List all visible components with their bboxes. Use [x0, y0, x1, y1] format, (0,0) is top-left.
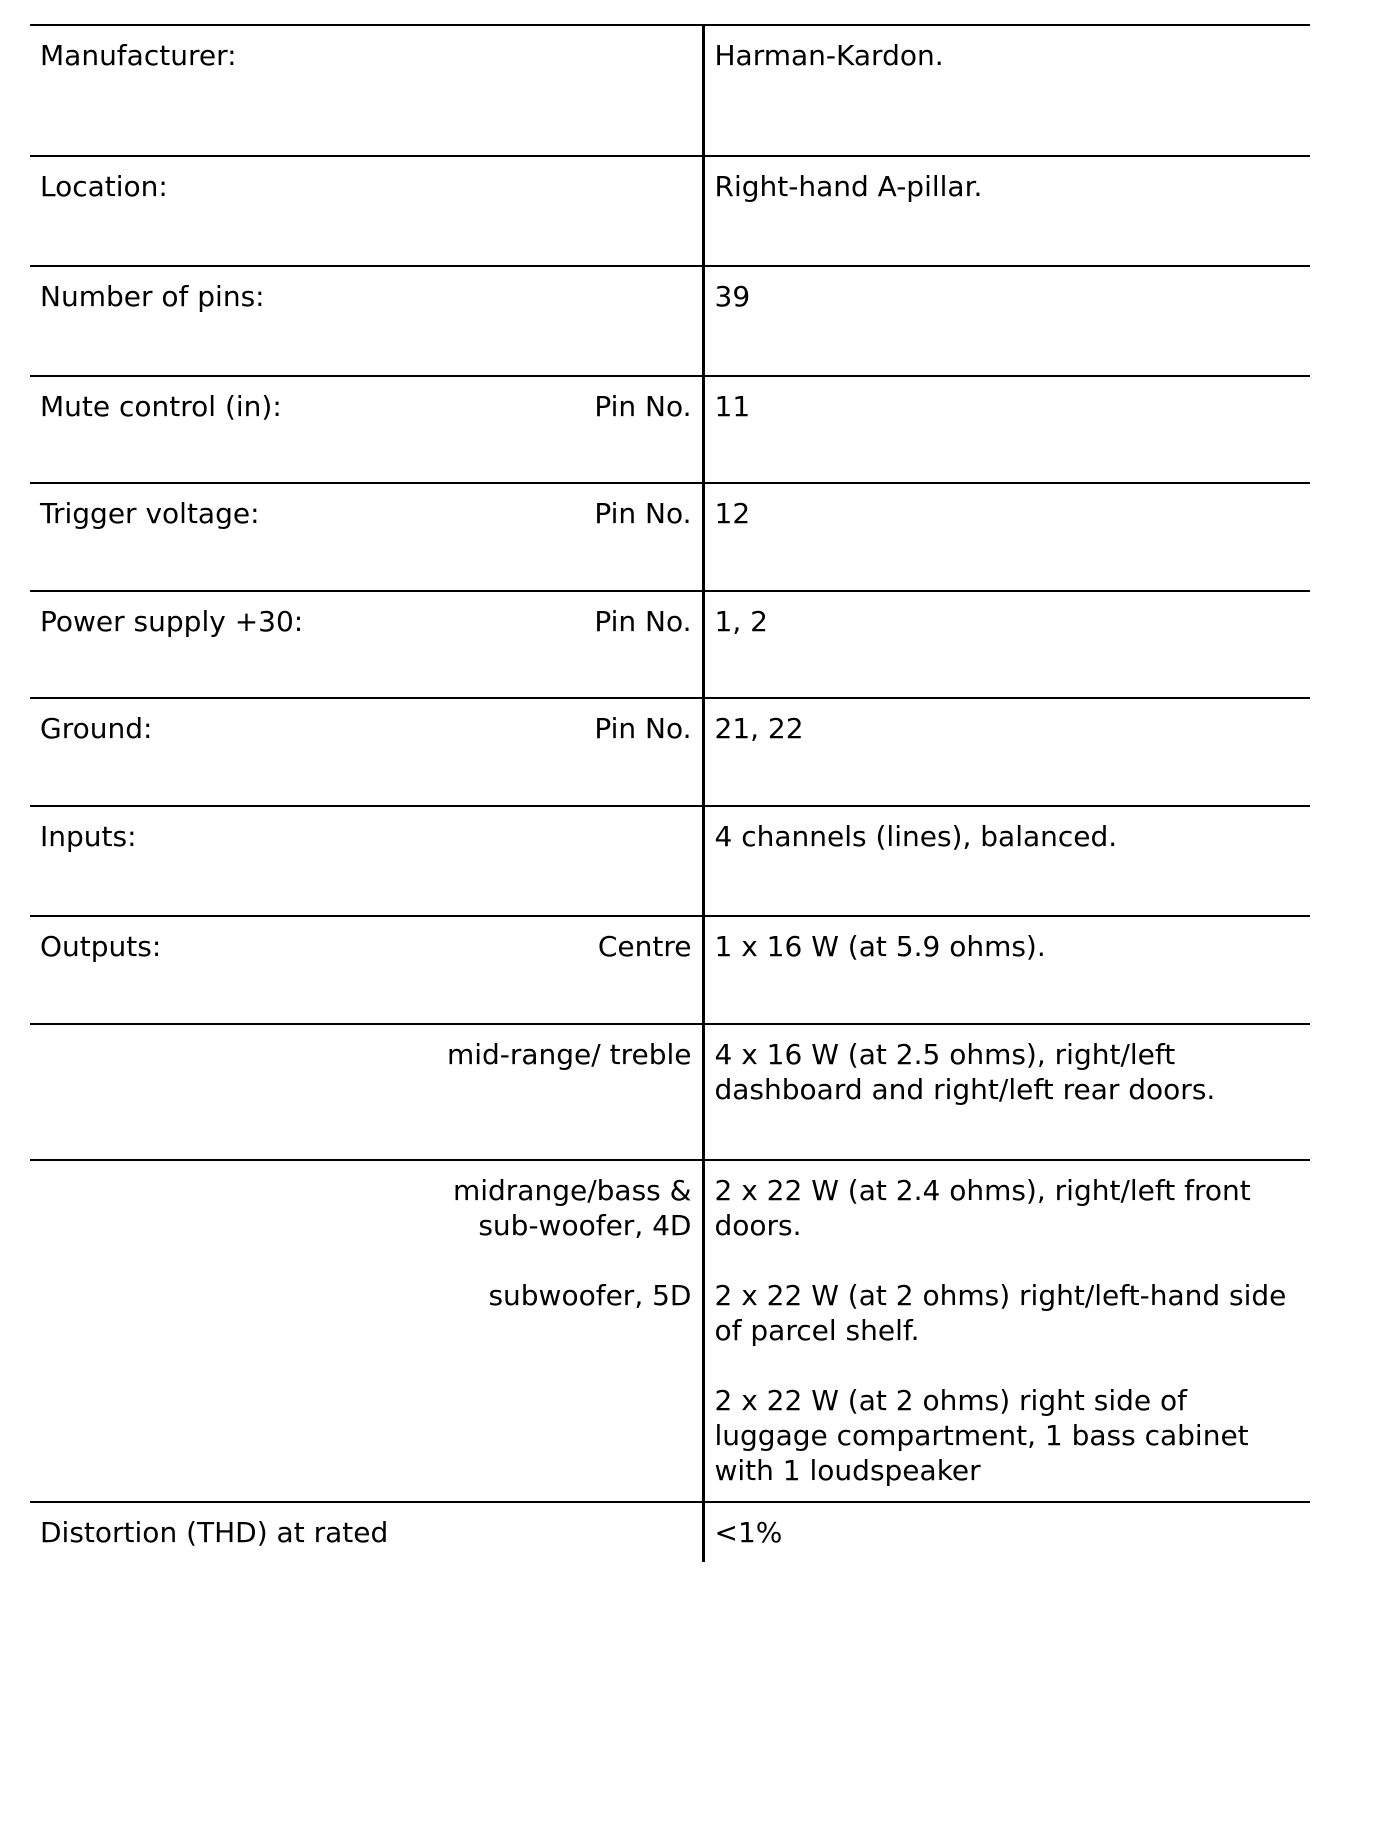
value-cell [703, 376, 1310, 483]
row-sublabel: mid-range/ treble [446, 1038, 692, 1071]
table-row [30, 698, 1310, 806]
row-sublabel: Centre [597, 930, 692, 963]
label-cell [30, 1024, 703, 1160]
row-value: 21, 22 [714, 712, 804, 745]
row-label: Ground: [40, 712, 153, 745]
row-value: 4 x 16 W (at 2.5 ohms), right/left dashboard and right/left rear doors. [714, 1038, 1216, 1106]
table-row [30, 25, 1310, 156]
table-row [30, 483, 1310, 591]
spec-table [30, 24, 1310, 1562]
label-cell [30, 916, 703, 1024]
row-value: 4 channels (lines), balanced. [714, 820, 1118, 853]
label-cell [30, 25, 703, 156]
table-row [30, 266, 1310, 376]
row-sublabel: Pin No. [594, 605, 692, 638]
outputs-sublabel: sub-woofer, 4D [478, 1209, 692, 1242]
distortion-label: Distortion (THD) at rated [40, 1516, 389, 1549]
value-cell [703, 1502, 1310, 1562]
value-cell [703, 266, 1310, 376]
table-row [30, 806, 1310, 916]
label-cell [30, 806, 703, 916]
value-cell [703, 483, 1310, 591]
row-label: Outputs: [40, 930, 162, 963]
table-row [30, 1160, 1310, 1502]
row-label: Number of pins: [40, 280, 265, 313]
row-value: Harman-Kardon. [714, 39, 944, 72]
table-row [30, 376, 1310, 483]
row-value: 1 x 16 W (at 5.9 ohms). [714, 930, 1046, 963]
value-cell [703, 1160, 1310, 1502]
row-label: Location: [40, 170, 168, 203]
row-value: 39 [714, 280, 751, 313]
row-value: 11 [714, 390, 751, 423]
value-cell [703, 25, 1310, 156]
table-row [30, 916, 1310, 1024]
value-cell [703, 806, 1310, 916]
row-sublabel: Pin No. [594, 712, 692, 745]
label-cell [30, 376, 703, 483]
row-label: Power supply +30: [40, 605, 304, 638]
label-cell [30, 591, 703, 698]
value-cell [703, 591, 1310, 698]
row-label: Mute control (in): [40, 390, 282, 423]
row-sublabel: Pin No. [594, 497, 692, 530]
label-cell [30, 1502, 703, 1562]
row-label: Inputs: [40, 820, 137, 853]
output-value: 2 x 22 W (at 2.4 ohms), right/left front doors. [714, 1174, 1251, 1242]
table-row [30, 156, 1310, 266]
row-label: Trigger voltage: [40, 497, 260, 530]
label-cell [30, 266, 703, 376]
row-sublabel: Pin No. [594, 390, 692, 423]
label-cell [30, 483, 703, 591]
row-value: 12 [714, 497, 751, 530]
value-cell [703, 1024, 1310, 1160]
distortion-value: <1% [714, 1516, 783, 1549]
table-row [30, 1502, 1310, 1562]
value-cell [703, 698, 1310, 806]
value-cell [703, 156, 1310, 266]
label-cell [30, 1160, 703, 1502]
label-cell [30, 156, 703, 266]
value-cell [703, 916, 1310, 1024]
label-cell [30, 698, 703, 806]
output-value: 2 x 22 W (at 2 ohms) right side of luggage compartment, 1 bass cabinet with 1 loudspeaker [714, 1384, 1249, 1487]
row-value: 1, 2 [714, 605, 768, 638]
table-row [30, 591, 1310, 698]
row-label: Manufacturer: [40, 39, 237, 72]
table-row [30, 1024, 1310, 1160]
outputs-sublabel: subwoofer, 5D [488, 1279, 692, 1312]
output-value: 2 x 22 W (at 2 ohms) right/left-hand side of parcel shelf. [714, 1279, 1287, 1347]
outputs-sublabel-group [40, 1173, 702, 1243]
row-value: Right-hand A-pillar. [714, 170, 983, 203]
outputs-sublabel: midrange/bass & [452, 1174, 692, 1207]
